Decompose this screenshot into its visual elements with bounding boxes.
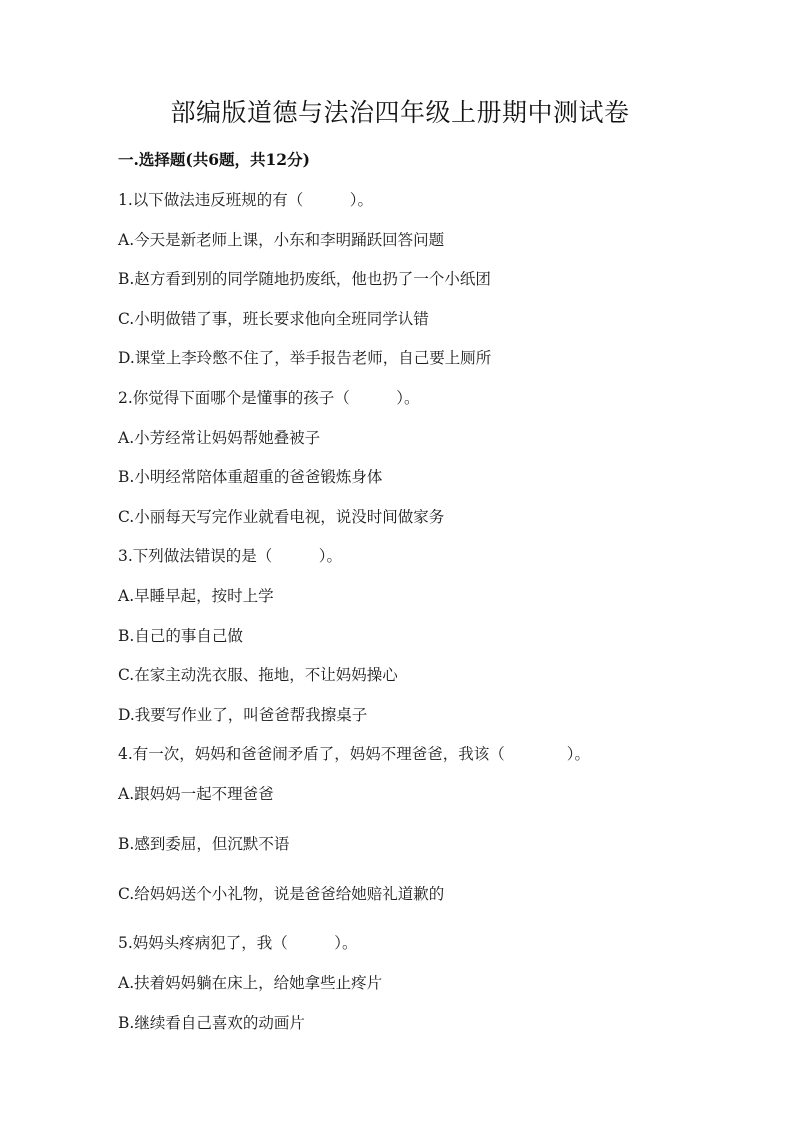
question-3-option-d: D.我要写作业了，叫爸爸帮我擦桌子: [118, 706, 368, 724]
section-heading: 一.选择题(共6题，共12分): [118, 150, 310, 169]
question-1-option-b: B.赵方看到别的同学随地扔废纸，他也扔了一个小纸团: [118, 270, 491, 288]
question-1-option-c: C.小明做错了事，班长要求他向全班同学认错: [118, 310, 429, 328]
question-2: 2.你觉得下面哪个是懂事的孩子（ ）。: [118, 389, 420, 407]
question-4-option-a: A.跟妈妈一起不理爸爸: [118, 785, 274, 803]
question-5: 5.妈妈头疼病犯了，我（ ）。: [118, 934, 358, 952]
question-2-option-b: B.小明经常陪体重超重的爸爸锻炼身体: [118, 468, 383, 486]
question-3-option-b: B.自己的事自己做: [118, 627, 243, 645]
question-3-option-a: A.早睡早起，按时上学: [118, 587, 274, 605]
question-5-option-a: A.扶着妈妈躺在床上，给她拿些止疼片: [118, 974, 383, 992]
question-3-option-c: C.在家主动洗衣服、拖地，不让妈妈操心: [118, 666, 398, 684]
page-title: 部编版道德与法治四年级上册期中测试卷: [170, 98, 630, 127]
question-1-option-a: A.今天是新老师上课，小东和李明踊跃回答问题: [118, 231, 445, 249]
question-3: 3.下列做法错误的是（ ）。: [118, 547, 343, 565]
question-1: 1.以下做法违反班规的有（ ）。: [118, 191, 374, 209]
question-2-option-c: C.小丽每天写完作业就看电视，说没时间做家务: [118, 508, 445, 526]
question-5-option-b: B.继续看自己喜欢的动画片: [118, 1014, 305, 1032]
question-2-option-a: A.小芳经常让妈妈帮她叠被子: [118, 429, 321, 447]
question-4-option-b: B.感到委屈，但沉默不语: [118, 835, 290, 853]
question-4: 4.有一次，妈妈和爸爸闹矛盾了，妈妈不理爸爸，我该（ ）。: [118, 745, 591, 763]
question-1-option-d: D.课堂上李玲憋不住了，举手报告老师，自己要上厕所: [118, 349, 492, 367]
question-4-option-c: C.给妈妈送个小礼物，说是爸爸给她赔礼道歉的: [118, 885, 445, 903]
